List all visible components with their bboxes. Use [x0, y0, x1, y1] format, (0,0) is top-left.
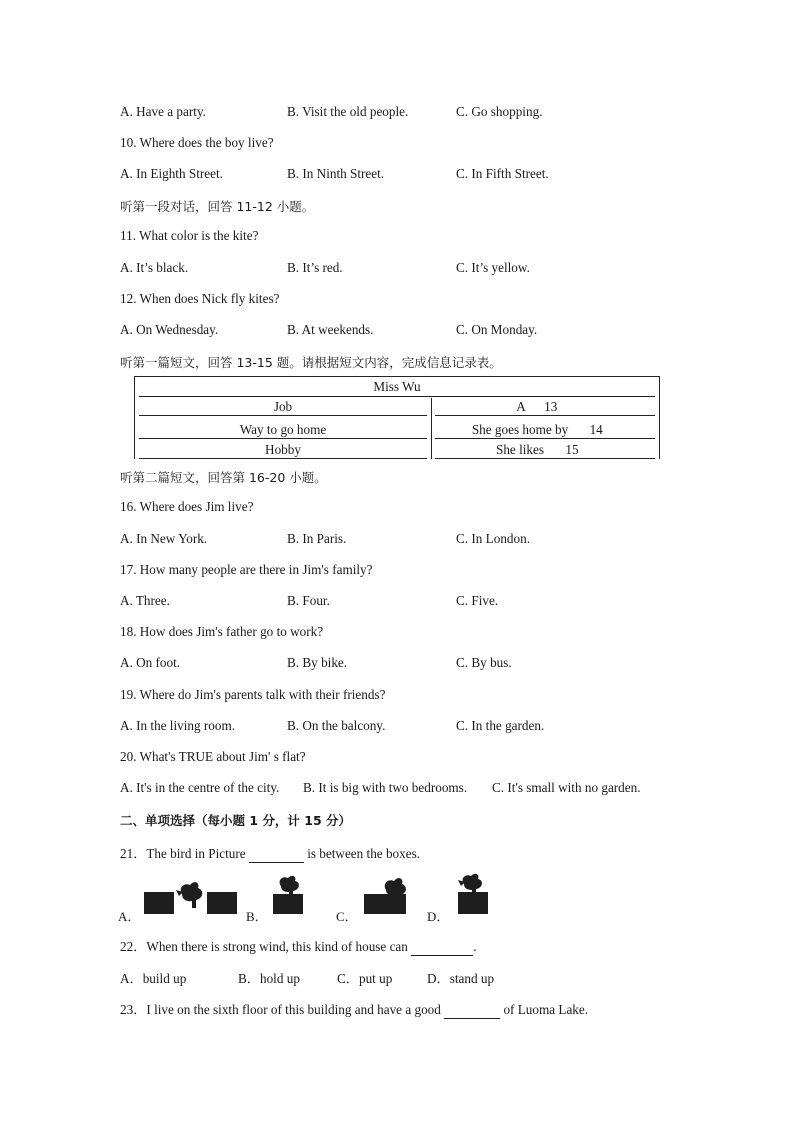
row-label-hobby: Hobby [265, 442, 301, 457]
q12-option-a: A. On Wednesday. [120, 322, 219, 337]
q22-option-a: A．build up [120, 971, 187, 986]
q11-option-a: A. It’s black. [120, 260, 189, 275]
section-11-12-heading: 听第一段对话，回答 11-12 小题。 [120, 199, 315, 214]
section-16-20-heading: 听第二篇短文，回答第 16-20 小题。 [120, 470, 327, 485]
q11-option-b: B. It’s red. [287, 260, 343, 275]
q20-option-a: A. It's in the centre of the city. [120, 780, 280, 795]
q20-question: 20. What's TRUE about Jim' s flat? [120, 749, 306, 764]
table-title: Miss Wu [373, 379, 421, 394]
section-2-title: 二、单项选择（每小题 1 分，计 15 分） [120, 813, 352, 828]
q22-option-b: B．hold up [238, 971, 300, 986]
q12-question: 12. When does Nick fly kites? [120, 291, 280, 306]
q17-option-b: B. Four. [287, 593, 330, 608]
q23-question: 23．I live on the sixth floor of this building and have a good of Luoma Lake. [120, 1002, 589, 1017]
picture-label-b: B． [246, 909, 268, 924]
q19-option-b: B. On the balcony. [287, 718, 386, 733]
table-divider [139, 458, 427, 459]
q17-option-a: A. Three. [120, 593, 170, 608]
q22-question: 22．When there is strong wind, this kind of house can . [120, 939, 477, 954]
q9-option-a: A. Have a party. [120, 104, 206, 119]
picture-label-a: A． [118, 909, 141, 924]
q9-option-b: B. Visit the old people. [287, 104, 409, 119]
q10-option-b: B. In Ninth Street. [287, 166, 385, 181]
blank-13: 13 [528, 399, 574, 416]
table-divider [431, 398, 432, 459]
bird-icon [456, 870, 488, 894]
q16-option-b: B. In Paris. [287, 531, 347, 546]
q16-option-a: A. In New York. [120, 531, 208, 546]
table-divider [139, 396, 655, 397]
q20-option-c: C. It's small with no garden. [492, 780, 641, 795]
q17-option-c: C. Five. [456, 593, 499, 608]
q11-question: 11. What color is the kite? [120, 228, 259, 243]
row-value-hobby: She likes 15 [435, 442, 655, 459]
q20-option-b: B. It is big with two bedrooms. [303, 780, 468, 795]
picture-label-d: D． [427, 909, 450, 924]
table-divider [139, 438, 427, 439]
q18-option-b: B. By bike. [287, 655, 348, 670]
answer-blank [411, 939, 473, 956]
answer-blank [444, 1002, 500, 1019]
q22-option-c: C．put up [337, 971, 393, 986]
row-value-way-home: She goes home by 14 [435, 422, 655, 439]
q11-option-c: C. It’s yellow. [456, 260, 530, 275]
bird-icon [380, 874, 410, 900]
q19-option-c: C. In the garden. [456, 718, 545, 733]
q21-pictures [118, 872, 518, 922]
table-divider [139, 415, 427, 416]
bird-icon [275, 872, 303, 896]
q22-option-d: D．stand up [427, 971, 495, 986]
row-value-job: A 13 [435, 399, 655, 416]
q12-option-c: C. On Monday. [456, 322, 538, 337]
q18-option-a: A. On foot. [120, 655, 181, 670]
picture-label-c: C． [336, 909, 358, 924]
q21-question: 21．The bird in Picture is between the boxes. [120, 846, 421, 861]
q10-option-a: A. In Eighth Street. [120, 166, 223, 181]
q16-option-c: C. In London. [456, 531, 530, 546]
q9-option-c: C. Go shopping. [456, 104, 543, 119]
q10-question: 10. Where does the boy live? [120, 135, 274, 150]
blank-15: 15 [550, 442, 594, 459]
table-divider [435, 415, 655, 416]
row-label-job: Job [273, 399, 293, 414]
table-divider [435, 438, 655, 439]
q19-option-a: A. In the living room. [120, 718, 236, 733]
bird-icon [174, 876, 208, 912]
info-record-table [134, 376, 660, 459]
q18-question: 18. How does Jim's father go to work? [120, 624, 324, 639]
q17-question: 17. How many people are there in Jim's family? [120, 562, 373, 577]
q12-option-b: B. At weekends. [287, 322, 374, 337]
row-label-way-home: Way to go home [239, 422, 327, 437]
q19-question: 19. Where do Jim's parents talk with their friends? [120, 687, 386, 702]
answer-blank [249, 846, 304, 863]
q10-option-c: C. In Fifth Street. [456, 166, 549, 181]
section-13-15-heading: 听第一篇短文，回答 13-15 题。请根据短文内容，完成信息记录表。 [120, 355, 502, 370]
q18-option-c: C. By bus. [456, 655, 512, 670]
q16-question: 16. Where does Jim live? [120, 499, 254, 514]
table-divider [435, 458, 655, 459]
blank-14: 14 [574, 422, 618, 439]
